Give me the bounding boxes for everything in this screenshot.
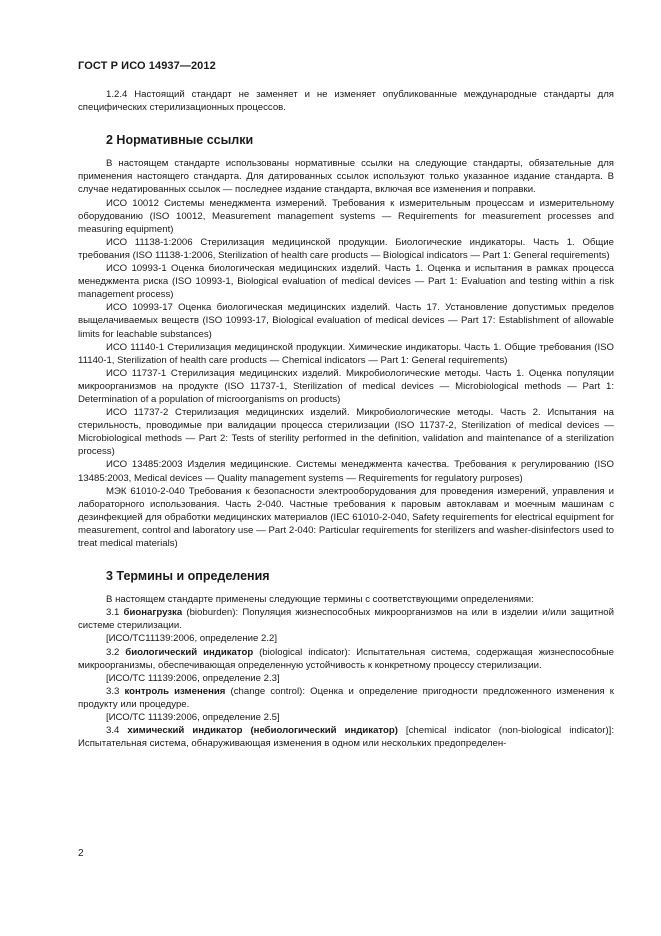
term-name: биологический индикатор	[125, 646, 254, 658]
term-source: [ИСО/ТС11139:2006, определение 2.2]	[106, 633, 277, 645]
section-2-intro: В настоящем стандарте использованы нормативные ссылки на следующие стандарты, обязательные для применения настоящего стандарта. Для датированных ссылок используют только указанное издание стандарта. В случае недатированных ссылок — последнее издание стандарта, включая все изменения и поправки.	[78, 158, 614, 196]
paragraph-1-2-4: 1.2.4 Настоящий стандарт не заменяет и не изменяет опубликованные международные стандарты для специфических стерилизационных процессов.	[78, 89, 614, 114]
reference-item: ИСО 10993-17 Оценка биологическая медицинских изделий. Часть 17. Установление допустимых пределов выщелачиваемых веществ (ISO 10993-17, Biological evaluation of medical devices — Part 17: Establishment of allowable limits for leachable substances)	[78, 302, 614, 340]
term-number: 3.4	[106, 725, 128, 737]
term-number: 3.3	[106, 685, 125, 697]
section-2-title: 2 Нормативные ссылки	[106, 133, 254, 148]
page-content	[78, 88, 614, 750]
term-text: (bioburden): Популяция жизнеспособных микроорганизмов на или в изделии и/или защитной системе стерилизации.	[78, 607, 614, 632]
reference-item: ИСО 11737-2 Стерилизация медицинских изделий. Микробиологические методы. Часть 2. Испытания на стерильность, проводимые при валидации процесса стерилизации (ISO 11737-2, Sterilization of medical devices — Microbiological methods — Part 2: Tests of sterility performed in the definition, validation and maintenance of a sterilization process)	[78, 407, 614, 458]
term-definition	[78, 606, 614, 632]
term-text: (biological indicator): Испытательная система, содержащая жизнеспособные микроорганизмы, обеспечивающая определенную устойчивость к конкретному процессу стерилизации.	[78, 646, 615, 671]
term-name: бионагрузка	[123, 607, 183, 619]
term-definition	[78, 685, 614, 711]
term-definition	[78, 646, 614, 672]
term-number: 3.1	[106, 607, 124, 619]
document-header: ГОСТ Р ИСО 14937—2012	[78, 60, 216, 72]
reference-item: ИСО 13485:2003 Изделия медицинские. Системы менеджмента качества. Требования к регулированию (ISO 13485:2003, Medical devices — Quality management systems — Requirements for regulatory purposes)	[78, 459, 614, 484]
page-number: 2	[78, 848, 84, 859]
section-3-intro: В настоящем стандарте применены следующие термины с соответствующими определениями:	[106, 594, 534, 606]
reference-item: ИСО 11737-1 Стерилизация медицинских изделий. Микробиологические методы. Часть 1. Оценка популяции микроорганизмов на продукте (ISO 11737-1, Sterilization of medical devices — Microbiological methods — Part 1: Determination of a population of microorganisms on products)	[78, 367, 614, 405]
term-name: химический индикатор (небиологический индикатор)	[127, 725, 398, 737]
term-text: (change control): Оценка и определение пригодности предложенного изменения к продукту или процедуре.	[78, 685, 614, 710]
term-name: контроль изменения	[124, 685, 226, 697]
term-definition	[78, 724, 614, 750]
term-source: [ИСО/ТС 11139:2006, определение 2.5]	[106, 712, 280, 724]
reference-item: ИСО 11138-1:2006 Стерилизация медицинской продукции. Биологические индикаторы. Часть 1. Общие требования (ISO 11138-1:2006, Sterilization of health care products — Biological indicators — Part 1: General requirements)	[78, 236, 614, 261]
term-text: [chemical indicator (non-biological indicator)]: Испытательная система, обнаруживающая изменения в одном или нескольких предопределен-	[78, 725, 614, 750]
term-number: 3.2	[106, 646, 126, 658]
reference-item: МЭК 61010-2-040 Требования к безопасности электрооборудования для проведения измерений, управления и лабораторного использования. Часть 2-040. Частные требования к паровым автоклавам и моечным машинам с дезинфекцией для обработки медицинских материалов (IEC 61010-2-040, Safety requirements for electrical equipment for measurement, control and laboratory use — Part 2-040: Particular requirements for sterilizers and washer-disinfectors used to treat medical materials)	[78, 485, 614, 549]
reference-item: ИСО 10993-1 Оценка биологическая медицинских изделий. Часть 1. Оценка и испытания в рамках процесса менеджмента риска (ISO 10993-1, Biological evaluation of medical devices — Part 1: Evaluation and testing within a risk management process)	[78, 263, 614, 301]
reference-item: ИСО 11140-1 Стерилизация медицинской продукции. Химические индикаторы. Часть 1. Общие требования (ISO 11140-1, Sterilization of health care products — Chemical indicators — Part 1: General requirements)	[78, 341, 614, 366]
section-3-title: 3 Термины и определения	[106, 569, 270, 584]
term-source: [ИСО/ТС 11139:2006, определение 2.3]	[106, 672, 280, 684]
reference-item: ИСО 10012 Системы менеджмента измерений. Требования к измерительным процессам и измерительному оборудованию (ISO 10012, Measurement management systems — Requirements for measurement processes and measuring equipment)	[78, 197, 614, 235]
